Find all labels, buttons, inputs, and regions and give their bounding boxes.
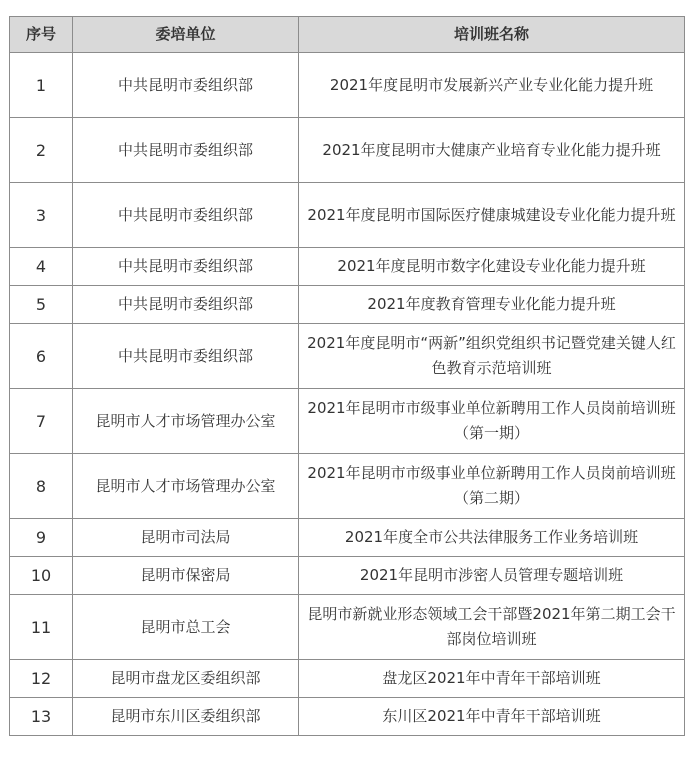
row-unit: 昆明市人才市场管理办公室 — [73, 389, 299, 454]
row-index: 1 — [10, 53, 73, 118]
row-class-name: 盘龙区2021年中青年干部培训班 — [299, 660, 685, 698]
table-row — [10, 698, 685, 736]
row-index: 8 — [10, 454, 73, 519]
row-index: 12 — [10, 660, 73, 698]
row-class-name: 2021年度昆明市“两新”组织党组织书记暨党建关键人红色教育示范培训班 — [299, 324, 685, 389]
row-class-name: 2021年昆明市市级事业单位新聘用工作人员岗前培训班（第一期） — [299, 389, 685, 454]
table-row — [10, 389, 685, 454]
row-class-name: 2021年度全市公共法律服务工作业务培训班 — [299, 519, 685, 557]
row-unit: 昆明市总工会 — [73, 595, 299, 660]
row-unit: 中共昆明市委组织部 — [73, 286, 299, 324]
row-class-name: 2021年昆明市市级事业单位新聘用工作人员岗前培训班（第二期） — [299, 454, 685, 519]
table-row — [10, 557, 685, 595]
row-class-name: 东川区2021年中青年干部培训班 — [299, 698, 685, 736]
row-unit: 昆明市人才市场管理办公室 — [73, 454, 299, 519]
row-unit: 昆明市东川区委组织部 — [73, 698, 299, 736]
table-row — [10, 286, 685, 324]
row-class-name: 2021年昆明市涉密人员管理专题培训班 — [299, 557, 685, 595]
row-unit: 昆明市司法局 — [73, 519, 299, 557]
row-class-name: 2021年度教育管理专业化能力提升班 — [299, 286, 685, 324]
table-row — [10, 660, 685, 698]
table-header-row — [10, 17, 685, 53]
table-row — [10, 324, 685, 389]
row-index: 6 — [10, 324, 73, 389]
row-unit: 中共昆明市委组织部 — [73, 324, 299, 389]
training-class-table — [9, 16, 685, 736]
row-unit: 中共昆明市委组织部 — [73, 248, 299, 286]
row-unit: 昆明市保密局 — [73, 557, 299, 595]
row-class-name: 昆明市新就业形态领域工会干部暨2021年第二期工会干部岗位培训班 — [299, 595, 685, 660]
row-index: 11 — [10, 595, 73, 660]
row-index: 3 — [10, 183, 73, 248]
row-index: 7 — [10, 389, 73, 454]
row-index: 9 — [10, 519, 73, 557]
row-index: 2 — [10, 118, 73, 183]
row-unit: 昆明市盘龙区委组织部 — [73, 660, 299, 698]
row-unit: 中共昆明市委组织部 — [73, 53, 299, 118]
table-row — [10, 595, 685, 660]
row-index: 10 — [10, 557, 73, 595]
table-row — [10, 519, 685, 557]
row-class-name: 2021年度昆明市国际医疗健康城建设专业化能力提升班 — [299, 183, 685, 248]
row-unit: 中共昆明市委组织部 — [73, 183, 299, 248]
header-class-name: 培训班名称 — [299, 17, 685, 53]
header-index: 序号 — [10, 17, 73, 53]
table-row — [10, 183, 685, 248]
row-index: 13 — [10, 698, 73, 736]
table-row — [10, 118, 685, 183]
table-row — [10, 53, 685, 118]
header-unit: 委培单位 — [73, 17, 299, 53]
row-class-name: 2021年度昆明市大健康产业培育专业化能力提升班 — [299, 118, 685, 183]
row-unit: 中共昆明市委组织部 — [73, 118, 299, 183]
row-index: 5 — [10, 286, 73, 324]
table-row — [10, 454, 685, 519]
row-class-name: 2021年度昆明市发展新兴产业专业化能力提升班 — [299, 53, 685, 118]
table-row — [10, 248, 685, 286]
row-class-name: 2021年度昆明市数字化建设专业化能力提升班 — [299, 248, 685, 286]
row-index: 4 — [10, 248, 73, 286]
